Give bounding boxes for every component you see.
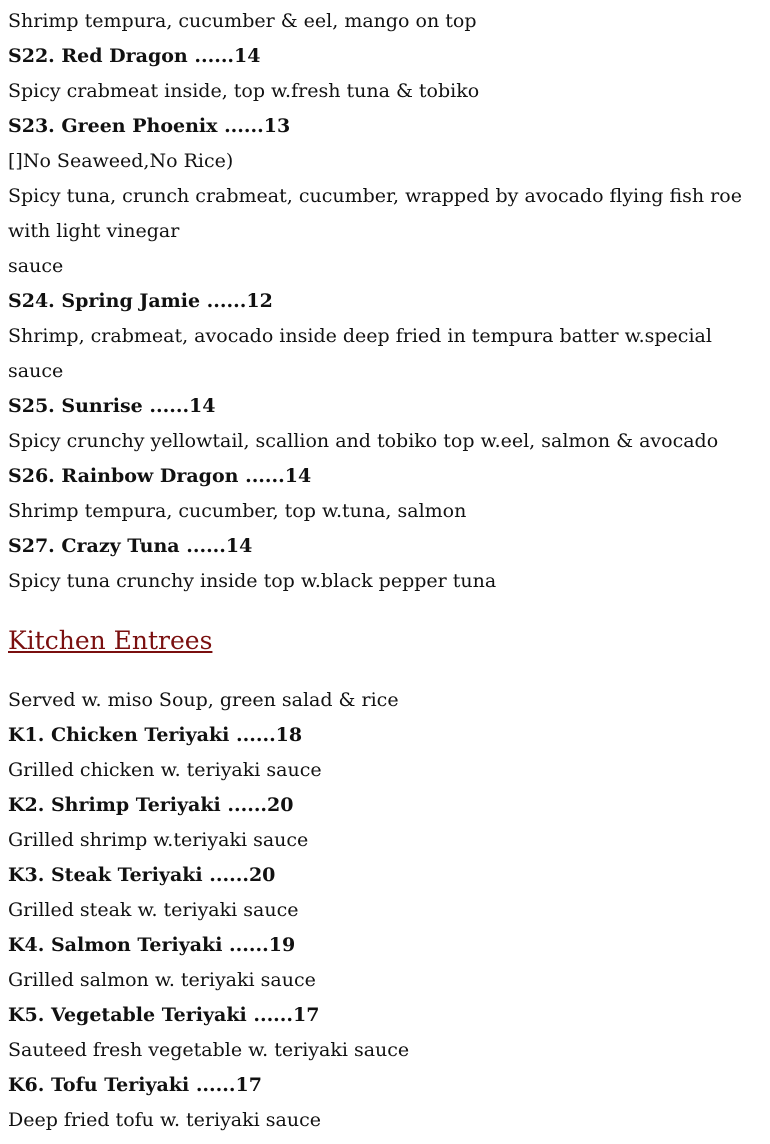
item-title-s27: S27. Crazy Tuna ......14 bbox=[8, 535, 253, 557]
item-title-k6: K6. Tofu Teriyaki ......17 bbox=[8, 1074, 262, 1096]
item-title-s23: S23. Green Phoenix ......13 bbox=[8, 115, 291, 137]
item-title-k1: K1. Chicken Teriyaki ......18 bbox=[8, 724, 303, 746]
item-title-s22: S22. Red Dragon ......14 bbox=[8, 45, 261, 67]
item-note: []No Seaweed,No Rice) bbox=[8, 150, 234, 172]
item-description: Grilled steak w. teriyaki sauce bbox=[8, 899, 299, 921]
section-heading-kitchen-entrees: Kitchen Entrees bbox=[8, 626, 213, 655]
section-intro: Served w. miso Soup, green salad & rice bbox=[8, 689, 399, 711]
item-description: Shrimp tempura, cucumber & eel, mango on top bbox=[8, 10, 477, 32]
item-description: Grilled chicken w. teriyaki sauce bbox=[8, 759, 322, 781]
item-title-k5: K5. Vegetable Teriyaki ......17 bbox=[8, 1004, 320, 1026]
item-title-s26: S26. Rainbow Dragon ......14 bbox=[8, 465, 312, 487]
item-description: Spicy tuna crunchy inside top w.black pepper tuna bbox=[8, 570, 497, 592]
item-title-k2: K2. Shrimp Teriyaki ......20 bbox=[8, 794, 294, 816]
item-description: Shrimp tempura, cucumber, top w.tuna, salmon bbox=[8, 500, 467, 522]
item-description: Spicy crunchy yellowtail, scallion and tobiko top w.eel, salmon & avocado bbox=[8, 430, 719, 452]
item-title-k4: K4. Salmon Teriyaki ......19 bbox=[8, 934, 296, 956]
item-title-k3: K3. Steak Teriyaki ......20 bbox=[8, 864, 276, 886]
item-description: Grilled salmon w. teriyaki sauce bbox=[8, 969, 316, 991]
item-title-s24: S24. Spring Jamie ......12 bbox=[8, 290, 273, 312]
item-description: Shrimp, crabmeat, avocado inside deep fried in tempura batter w.special sauce bbox=[8, 325, 712, 382]
item-description: Deep fried tofu w. teriyaki sauce bbox=[8, 1109, 321, 1131]
item-title-s25: S25. Sunrise ......14 bbox=[8, 395, 216, 417]
item-description: Sauteed fresh vegetable w. teriyaki sauce bbox=[8, 1039, 410, 1061]
item-description: Spicy crabmeat inside, top w.fresh tuna & tobiko bbox=[8, 80, 480, 102]
item-description: Grilled shrimp w.teriyaki sauce bbox=[8, 829, 309, 851]
item-description-continued: sauce bbox=[8, 255, 64, 277]
item-description: Spicy tuna, crunch crabmeat, cucumber, wrapped by avocado flying fish roe with light vinegar bbox=[8, 185, 742, 242]
